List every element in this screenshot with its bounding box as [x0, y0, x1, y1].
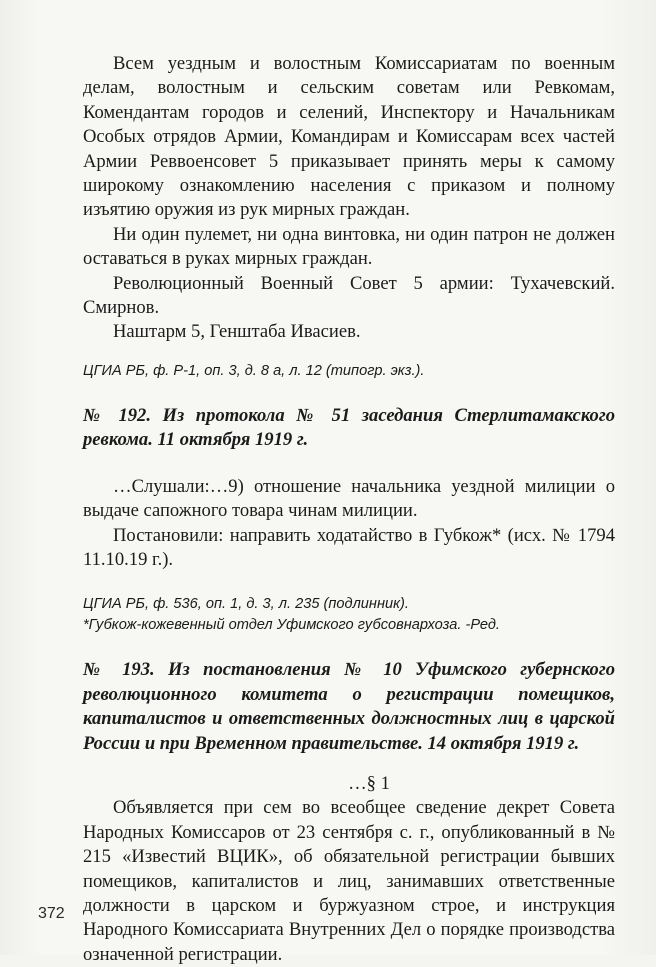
spacer	[83, 636, 615, 658]
spacer	[83, 345, 615, 361]
document-193-paragraph: Объявляется при сем во всеобщее сведение декрет Совета Народных Комиссаров от 23 сентября с. г., опубликованный в № 215 «Известий ВЦИК», об обязательной регистрации бывших помещиков, капиталистов и лиц, занимавших ответственные должности в царском и буржуазном строе, и инструкция Народного Комиссариата Внутренних Дел о порядке производства означенной регистрации.	[83, 797, 615, 965]
spacer	[83, 382, 615, 404]
paragraph-signature-chief-of-staff: Наштарм 5, Генштаба Ивасиев.	[113, 321, 361, 343]
spacer	[83, 572, 615, 594]
page-text	[83, 52, 615, 967]
page-number: 372	[38, 905, 65, 922]
section-mark: …§ 1	[348, 772, 390, 794]
document-193-heading: № 193. Из постановления № 10 Уфимского губернского революционного комитета о регистрации помещиков, капиталистов и ответственных должностных лиц в царской России и при Временном правительстве. 14 октября 1919 г.	[83, 659, 615, 754]
spacer	[83, 756, 615, 772]
archive-source-2: ЦГИА РБ, ф. 536, оп. 1, д. 3, л. 235 (подлинник).	[83, 596, 409, 613]
paragraph-order: Всем уездным и волостным Комиссариатам по военным делам, волостным и сельским советам или Ревкомам, Комендантам городов и селений, Инспектору и Начальникам Особых отрядов Армии, Командирам и Комиссарам всех частей Армии Реввоенсовет 5 приказывает принять меры к самому широкому ознакомлению населения с приказом и полному изъятию оружия из рук мирных граждан.	[83, 53, 615, 221]
document-192-heard: …Слушали:…9) отношение начальника уездной милиции о выдаче сапожного товара чинам милиции.	[83, 475, 615, 522]
document-192-heading: № 192. Из протокола № 51 заседания Стерлитамакского ревкома. 11 октября 1919 г.	[83, 404, 615, 451]
paragraph-signature-council: Революционный Военный Совет 5 армии: Тухачевский. Смирнов.	[83, 272, 615, 319]
document-192-resolved: Постановили: направить ходатайство в Губкож* (исх. № 1794 11.10.19 г.).	[83, 524, 615, 570]
footnote: *Губкож-кожевенный отдел Уфимского губсовнархоза. -Ред.	[83, 617, 500, 634]
archive-source-1: ЦГИА РБ, ф. Р-1, оп. 3, д. 8 а, л. 12 (типогр. экз.).	[83, 362, 425, 379]
spacer	[83, 453, 615, 475]
paragraph-no-weapons: Ни один пулемет, ни одна винтовка, ни один патрон не должен оставаться в руках мирных граждан.	[83, 223, 615, 270]
